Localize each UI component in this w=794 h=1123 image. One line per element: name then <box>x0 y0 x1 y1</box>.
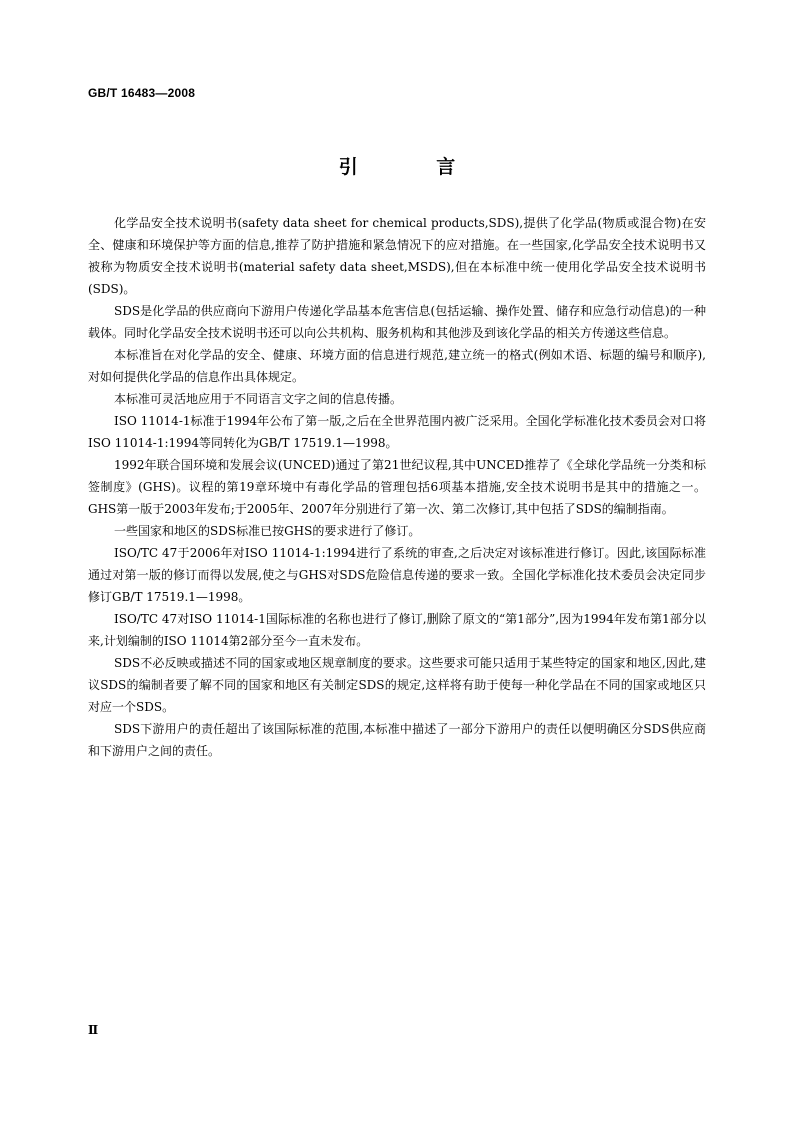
page-title: 引 言 <box>338 156 492 178</box>
paragraph: ISO/TC 47对ISO 11014-1国际标准的名称也进行了修订,删除了原文的“第1部分”,因为1994年发布第1部分以来,计划编制的ISO 11014第2部分至今一直未发布。 <box>88 612 706 648</box>
paragraph: 1992年联合国环境和发展会议(UNCED)通过了第21世纪议程,其中UNCED推荐了《全球化学品统一分类和标签制度》(GHS)。议程的第19章环境中有毒化学品的管理包括6项基本措施,安全技术说明书是其中的措施之一。GHS第一版于2003年发布;于2005年、2007年分别进行了第一次、第二次修订,其中包括了SDS的编制指南。 <box>88 458 706 516</box>
paragraph: 本标准可灵活地应用于不同语言文字之间的信息传播。 <box>114 392 403 406</box>
paragraph: SDS是化学品的供应商向下游用户传递化学品基本危害信息(包括运输、操作处置、储存和应急行动信息)的一种载体。同时化学品安全技术说明书还可以向公共机构、服务机构和其他涉及到该化学品的相关方传递这些信息。 <box>88 304 706 340</box>
page-number: Ⅱ <box>88 1023 99 1037</box>
paragraph: 本标准旨在对化学品的安全、健康、环境方面的信息进行规范,建立统一的格式(例如术语、标题的编号和顺序),对如何提供化学品的信息作出具体规定。 <box>88 348 706 384</box>
paragraph: SDS不必反映或描述不同的国家或地区规章制度的要求。这些要求可能只适用于某些特定的国家和地区,因此,建议SDS的编制者要了解不同的国家和地区有关制定SDS的规定,这样将有助于使每一种化学品在不同的国家或地区只对应一个SDS。 <box>88 656 706 714</box>
paragraph: SDS下游用户的责任超出了该国际标准的范围,本标准中描述了一部分下游用户的责任以便明确区分SDS供应商和下游用户之间的责任。 <box>88 722 706 758</box>
paragraph: 一些国家和地区的SDS标准已按GHS的要求进行了修订。 <box>114 524 421 538</box>
introduction-body <box>88 212 706 762</box>
paragraph: 化学品安全技术说明书(safety data sheet for chemical products,SDS),提供了化学品(物质或混合物)在安全、健康和环境保护等方面的信息,推荐了防护措施和紧急情况下的应对措施。在一些国家,化学品安全技术说明书又被称为物质安全技术说明书(material safety data sheet,MSDS),但在本标准中统一使用化学品安全技术说明书(SDS)。 <box>88 216 706 296</box>
paragraph: ISO/TC 47于2006年对ISO 11014-1:1994进行了系统的审查,之后决定对该标准进行修订。因此,该国际标准通过对第一版的修订而得以发展,使之与GHS对SDS危险信息传递的要求一致。全国化学标准化技术委员会决定同步修订GB/T 17519.1—1998。 <box>88 546 706 604</box>
standard-code: GB/T 16483—2008 <box>88 86 196 100</box>
paragraph: ISO 11014-1标准于1994年公布了第一版,之后在全世界范围内被广泛采用。全国化学标准化技术委员会对口将ISO 11014-1:1994等同转化为GB/T 17519.1—1998。 <box>88 414 706 450</box>
